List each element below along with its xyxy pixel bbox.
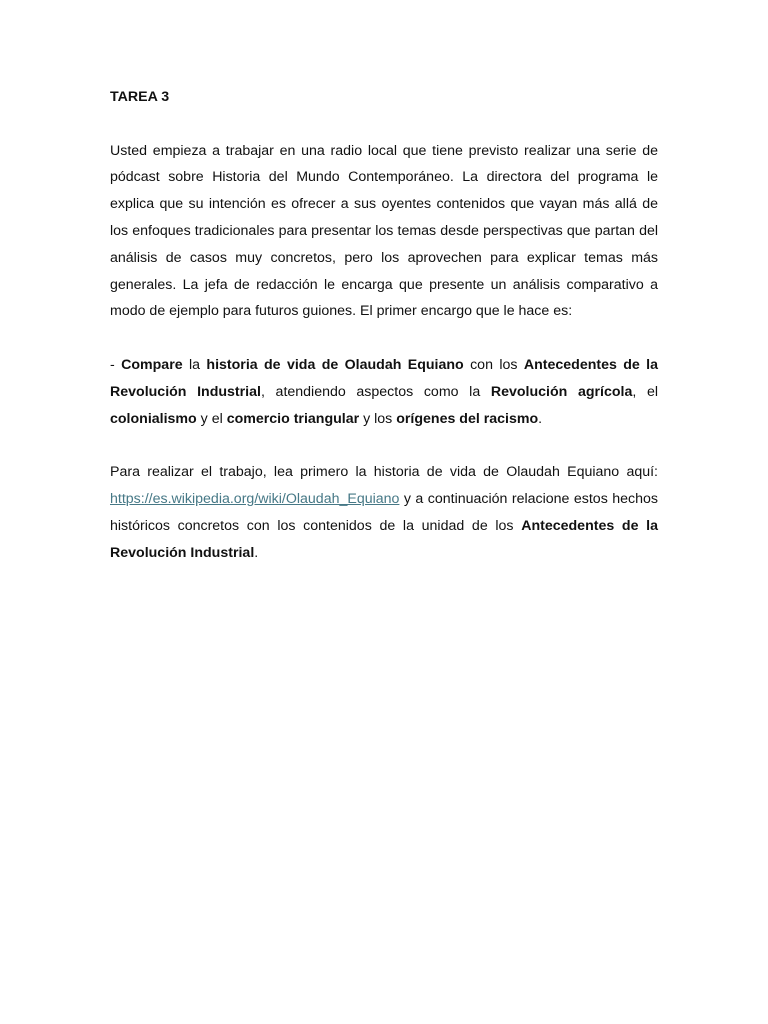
- task-text-5: y el: [196, 410, 227, 427]
- instructions-text-2: y a continuación relacione estos hechos históricos concretos con los contenidos de la unidad de los: [110, 490, 658, 534]
- instructions-paragraph: [110, 459, 658, 566]
- compare-term: Compare: [121, 356, 183, 373]
- antecedents-term: Antecedentes de la Revolución Industrial: [110, 356, 659, 400]
- racism-origins-term: orígenes del racismo: [396, 410, 539, 427]
- task-text-7: .: [538, 410, 543, 427]
- antecedents-term-2: Antecedentes de la Revolución Industrial: [110, 517, 658, 561]
- task-text-3: , atendiendo aspectos como la: [260, 383, 491, 400]
- wikipedia-link[interactable]: https://es.wikipedia.org/wiki/Olaudah_Equiano: [110, 490, 400, 507]
- agricultural-revolution-term: Revolución agrícola: [490, 383, 633, 400]
- task-text-6: y los: [359, 410, 397, 427]
- triangular-trade-term: comercio triangular: [226, 410, 360, 427]
- colonialism-term: colonialismo: [110, 410, 197, 427]
- task-dash: -: [110, 356, 122, 373]
- life-story-term: historia de vida de Olaudah Equiano: [206, 356, 464, 373]
- instructions-text-1: Para realizar el trabajo, lea primero la historia de vida de Olaudah Equiano aquí:: [110, 464, 658, 481]
- task-paragraph: [110, 352, 658, 432]
- task-text-2: con los: [463, 356, 524, 373]
- task-text-1: la: [182, 356, 207, 373]
- task-title: TAREA 3: [110, 89, 170, 105]
- document-page: [110, 84, 658, 593]
- instructions-text-3: .: [254, 544, 259, 561]
- intro-paragraph: Usted empieza a trabajar en una radio local que tiene previsto realizar una serie de pódcast sobre Historia del Mundo Contemporáneo. La directora del programa le explica que su intención es ofrecer a sus oyentes contenidos que vayan más allá de los enfoques tradicionales para presentar los temas desde perspectivas que partan del análisis de casos muy concretos, pero los aprovechen para explicar temas más generales. La jefa de redacción le encarga que presente un análisis comparativo a modo de ejemplo para futuros guiones. El primer encargo que le hace es:: [110, 142, 658, 320]
- task-text-4: , el: [632, 383, 658, 400]
